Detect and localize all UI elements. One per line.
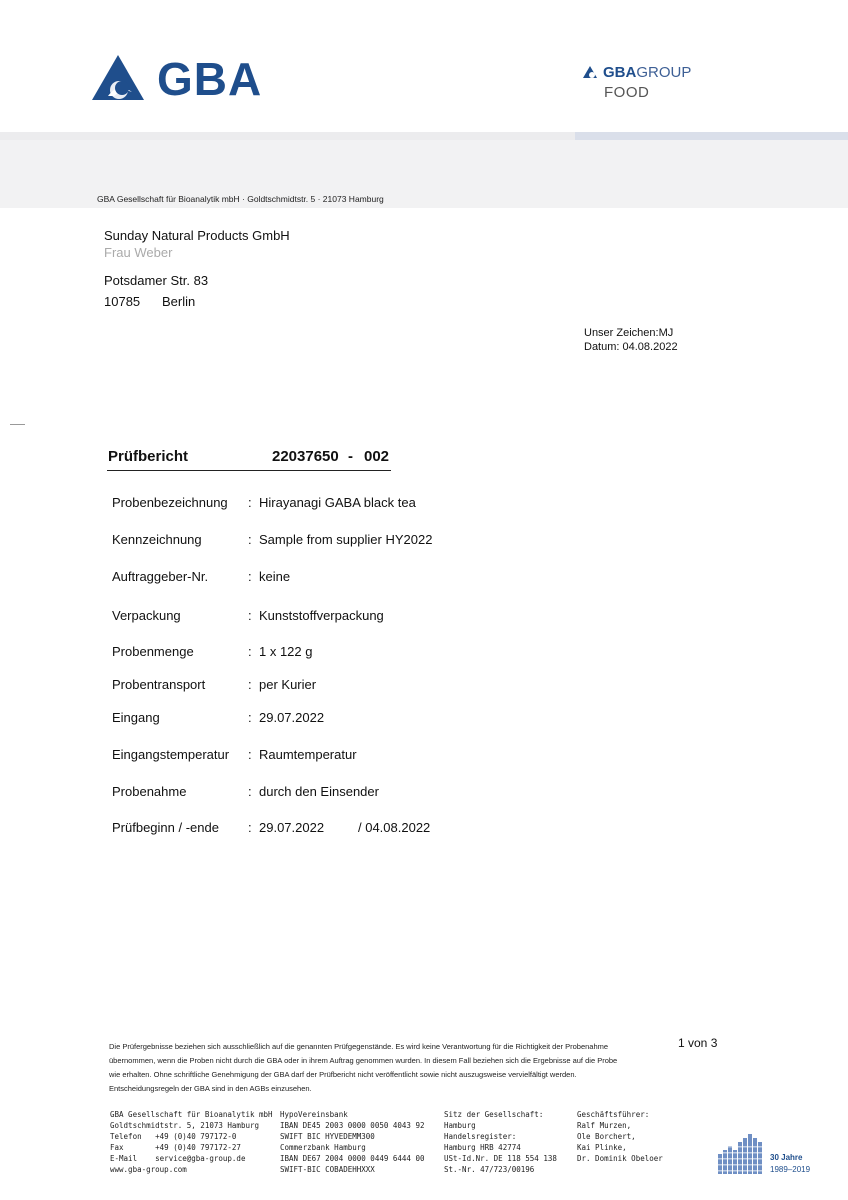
recipient-city: Berlin bbox=[162, 294, 196, 309]
detail-value-verpackung: Kunststoffverpackung bbox=[259, 608, 384, 623]
detail-label-verpackung: Verpackung bbox=[112, 608, 181, 623]
detail-colon: : bbox=[248, 495, 252, 510]
anniversary-title: 30 Jahre bbox=[770, 1153, 803, 1162]
gba-group-brand-bold: GBA bbox=[603, 64, 637, 81]
header-stripe-accent bbox=[575, 132, 848, 140]
recipient-zip: 10785 bbox=[104, 294, 141, 309]
detail-label-auftraggeber: Auftraggeber-Nr. bbox=[112, 569, 209, 584]
report-title-label: Prüfbericht bbox=[108, 448, 189, 465]
report-number-dash: - bbox=[348, 448, 353, 465]
detail-value-pruefbeginn: 29.07.2022 bbox=[259, 820, 325, 835]
detail-colon: : bbox=[248, 747, 252, 762]
detail-label-probentransport: Probentransport bbox=[112, 677, 206, 692]
footer-company-info: GBA Gesellschaft für Bioanalytik mbH Goldtschmidtstr. 5, 21073 Hamburg Telefon +49 (0)40 797172-0 Fax +49 (0)40 797172-27 E-Mail service@gba-group.de www.gba-group.com bbox=[110, 1110, 273, 1174]
recipient-street: Potsdamer Str. 83 bbox=[104, 273, 209, 288]
header-stripe bbox=[0, 132, 575, 140]
reference-date: Datum: 04.08.2022 bbox=[584, 341, 678, 353]
gba-group-brand bbox=[603, 64, 691, 81]
detail-label-pruefbeginn: Prüfbeginn / -ende bbox=[112, 820, 219, 835]
detail-label-probenahme: Probenahme bbox=[112, 784, 187, 799]
footer-disclaimer: Die Prüfergebnisse beziehen sich ausschließlich auf die genannten Prüfgegenstände. Es wird keine Verantwortung für die Richtigkeit der Probenahme übernommen, wenn die Proben nicht durch die GBA oder in ihrem Auftrag genommen wurden. In diesem Fall beziehen sich die Ergebnisse auf die Probe wie erhalten. Ohne schriftliche Genehmigung der GBA darf der Prüfbericht nicht veröffentlicht sowie nicht auszugsweise vervielfältigt werden. Entscheidungsregeln der GBA sind in den AGBs einzusehen. bbox=[109, 1042, 618, 1093]
report-number-suffix: 002 bbox=[364, 448, 390, 465]
detail-value-probenahme: durch den Einsender bbox=[259, 784, 379, 799]
detail-label-kennzeichnung: Kennzeichnung bbox=[112, 532, 202, 547]
detail-value-probenbezeichnung: Hirayanagi GABA black tea bbox=[259, 495, 416, 510]
detail-label-probenbezeichnung: Probenbezeichnung bbox=[112, 495, 228, 510]
detail-colon: : bbox=[248, 677, 252, 692]
detail-colon: : bbox=[248, 532, 252, 547]
footer-registry-info: Sitz der Gesellschaft: Hamburg Handelsregister: Hamburg HRB 42774 USt-Id.Nr. DE 118 554 138 St.-Nr. 47/723/00196 bbox=[444, 1110, 557, 1174]
sender-address-line: GBA Gesellschaft für Bioanalytik mbH · Goldtschmidtstr. 5 · 21073 Hamburg bbox=[97, 194, 384, 204]
report-number: 22037650 bbox=[272, 448, 339, 465]
fold-mark bbox=[10, 424, 25, 425]
detail-label-eingang: Eingang bbox=[112, 710, 160, 725]
detail-value-auftraggeber: keine bbox=[259, 569, 291, 584]
detail-label-eingangstemperatur: Eingangstemperatur bbox=[112, 747, 230, 762]
report-title-underline bbox=[107, 470, 391, 471]
detail-colon: : bbox=[248, 784, 252, 799]
detail-value-eingang: 29.07.2022 bbox=[259, 710, 325, 725]
footer-bank-info: HypoVereinsbank IBAN DE45 2003 0000 0050 4043 92 SWIFT BIC HYVEDEMM300 Commerzbank Hamburg IBAN DE67 2004 0000 0449 6444 00 SWIFT-BIC COBADEHHXXX bbox=[280, 1110, 425, 1174]
detail-colon: : bbox=[248, 644, 252, 659]
gba-group-mark-icon bbox=[583, 66, 601, 78]
recipient-company: Sunday Natural Products GmbH bbox=[104, 228, 290, 243]
detail-value-probenmenge: 1 x 122 g bbox=[259, 644, 313, 659]
gba-logo-text: GBA bbox=[157, 53, 263, 105]
anniversary-years: 1989–2019 bbox=[770, 1165, 811, 1174]
reference-code: Unser Zeichen:MJ bbox=[584, 327, 674, 339]
recipient-partial-line bbox=[104, 245, 214, 261]
gba-group-division: FOOD bbox=[604, 84, 650, 101]
detail-value-pruefende: / 04.08.2022 bbox=[358, 820, 431, 835]
detail-value-kennzeichnung: Sample from supplier HY2022 bbox=[259, 532, 433, 547]
gba-group-brand-thin: GROUP bbox=[636, 64, 692, 81]
footer-management-info: Geschäftsführer: Ralf Murzen, Ole Borchert, Kai Plinke, Dr. Dominik Obeloer bbox=[577, 1110, 663, 1163]
detail-label-probenmenge: Probenmenge bbox=[112, 644, 194, 659]
detail-colon: : bbox=[248, 820, 252, 835]
recipient-partial-text: Frau Weber bbox=[104, 245, 173, 260]
detail-colon: : bbox=[248, 608, 252, 623]
anniversary-30-icon bbox=[716, 1132, 764, 1176]
detail-value-probentransport: per Kurier bbox=[259, 677, 317, 692]
page-indicator: 1 von 3 bbox=[678, 1036, 718, 1050]
detail-colon: : bbox=[248, 710, 252, 725]
detail-colon: : bbox=[248, 569, 252, 584]
detail-value-eingangstemperatur: Raumtemperatur bbox=[259, 747, 357, 762]
